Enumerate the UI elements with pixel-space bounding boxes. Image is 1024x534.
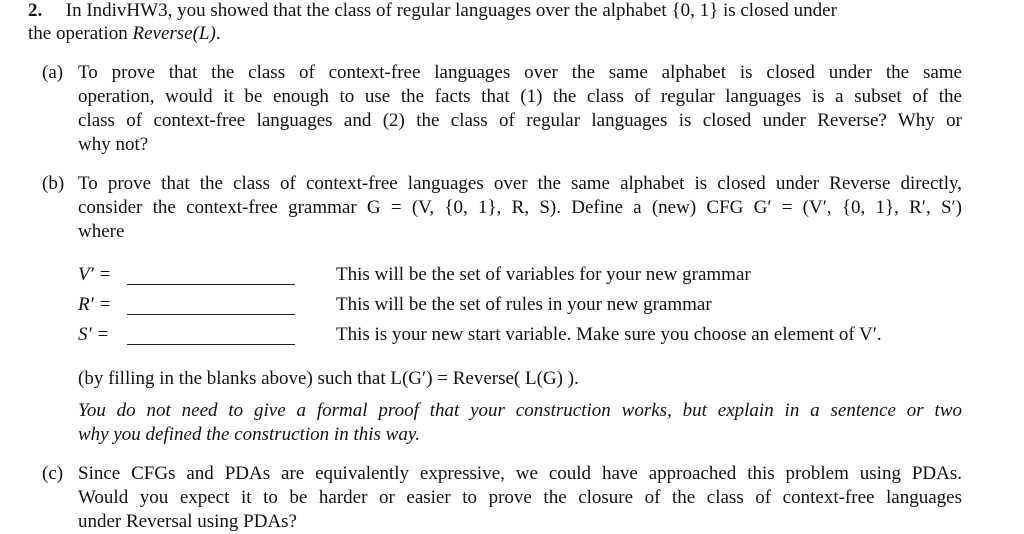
part-a-line: operation, would it be enough to use the facts that (1) the class of regular languages is a subset of the <box>78 86 962 107</box>
part-b-note-line: why you defined the construction in this way. <box>78 424 420 445</box>
part-b-line: To prove that the class of context-free languages over the same alphabet is closed under Reverse directly, <box>78 173 962 194</box>
blank-label-r: R′ = <box>78 294 112 315</box>
part-b-label: (b) <box>42 173 65 194</box>
question-header-line1 <box>28 0 837 23</box>
reverse-operation: Reverse(L) <box>132 23 216 44</box>
question-number: 2. <box>28 0 43 21</box>
part-b-grammar-line: consider the context-free grammar G = (V, {0, 1}, R, S). Define a (new) CFG G′ = (V′, {0, 1}, R′, S′) <box>78 197 962 218</box>
blank-label-s: S′ = <box>78 324 110 345</box>
blank-r-description: This will be the set of rules in your new grammar <box>336 294 712 315</box>
part-b-after-line: (by filling in the blanks above) such that L(G′) = Reverse( L(G) ). <box>78 368 579 389</box>
part-a-line: To prove that the class of context-free languages over the same alphabet is closed under the same <box>78 62 962 83</box>
part-c-line: Would you expect it to be harder or easier to prove the closure of the class of context-free languages <box>78 487 962 508</box>
question-intro-text: the operation <box>28 23 133 44</box>
blank-v-input-line[interactable] <box>127 284 295 285</box>
part-a-line: why not? <box>78 134 149 155</box>
blank-s-input-line[interactable] <box>127 344 295 345</box>
part-a-line: class of context-free languages and (2) the class of regular languages is closed under Reverse? Why or <box>78 110 962 131</box>
blank-label-v: V′ = <box>78 264 112 285</box>
part-b-note-line: You do not need to give a formal proof that your construction works, but explain in a sentence or two <box>78 400 962 421</box>
blank-r-input-line[interactable] <box>127 314 295 315</box>
blank-v-description: This will be the set of variables for your new grammar <box>336 264 751 285</box>
blank-s-description: This is your new start variable. Make sure you choose an element of V′. <box>336 324 882 345</box>
part-c-line: under Reversal using PDAs? <box>78 511 297 532</box>
part-c-line: Since CFGs and PDAs are equivalently expressive, we could have approached this problem using PDAs. <box>78 463 962 484</box>
part-b-where: where <box>78 221 125 242</box>
question-header-line2 <box>28 22 221 46</box>
part-c-label: (c) <box>42 463 64 484</box>
question-intro-period: . <box>215 23 221 44</box>
part-a-label: (a) <box>42 62 64 83</box>
question-intro: In IndivHW3, you showed that the class of regular languages over the alphabet {0, 1} is closed under <box>65 0 837 21</box>
